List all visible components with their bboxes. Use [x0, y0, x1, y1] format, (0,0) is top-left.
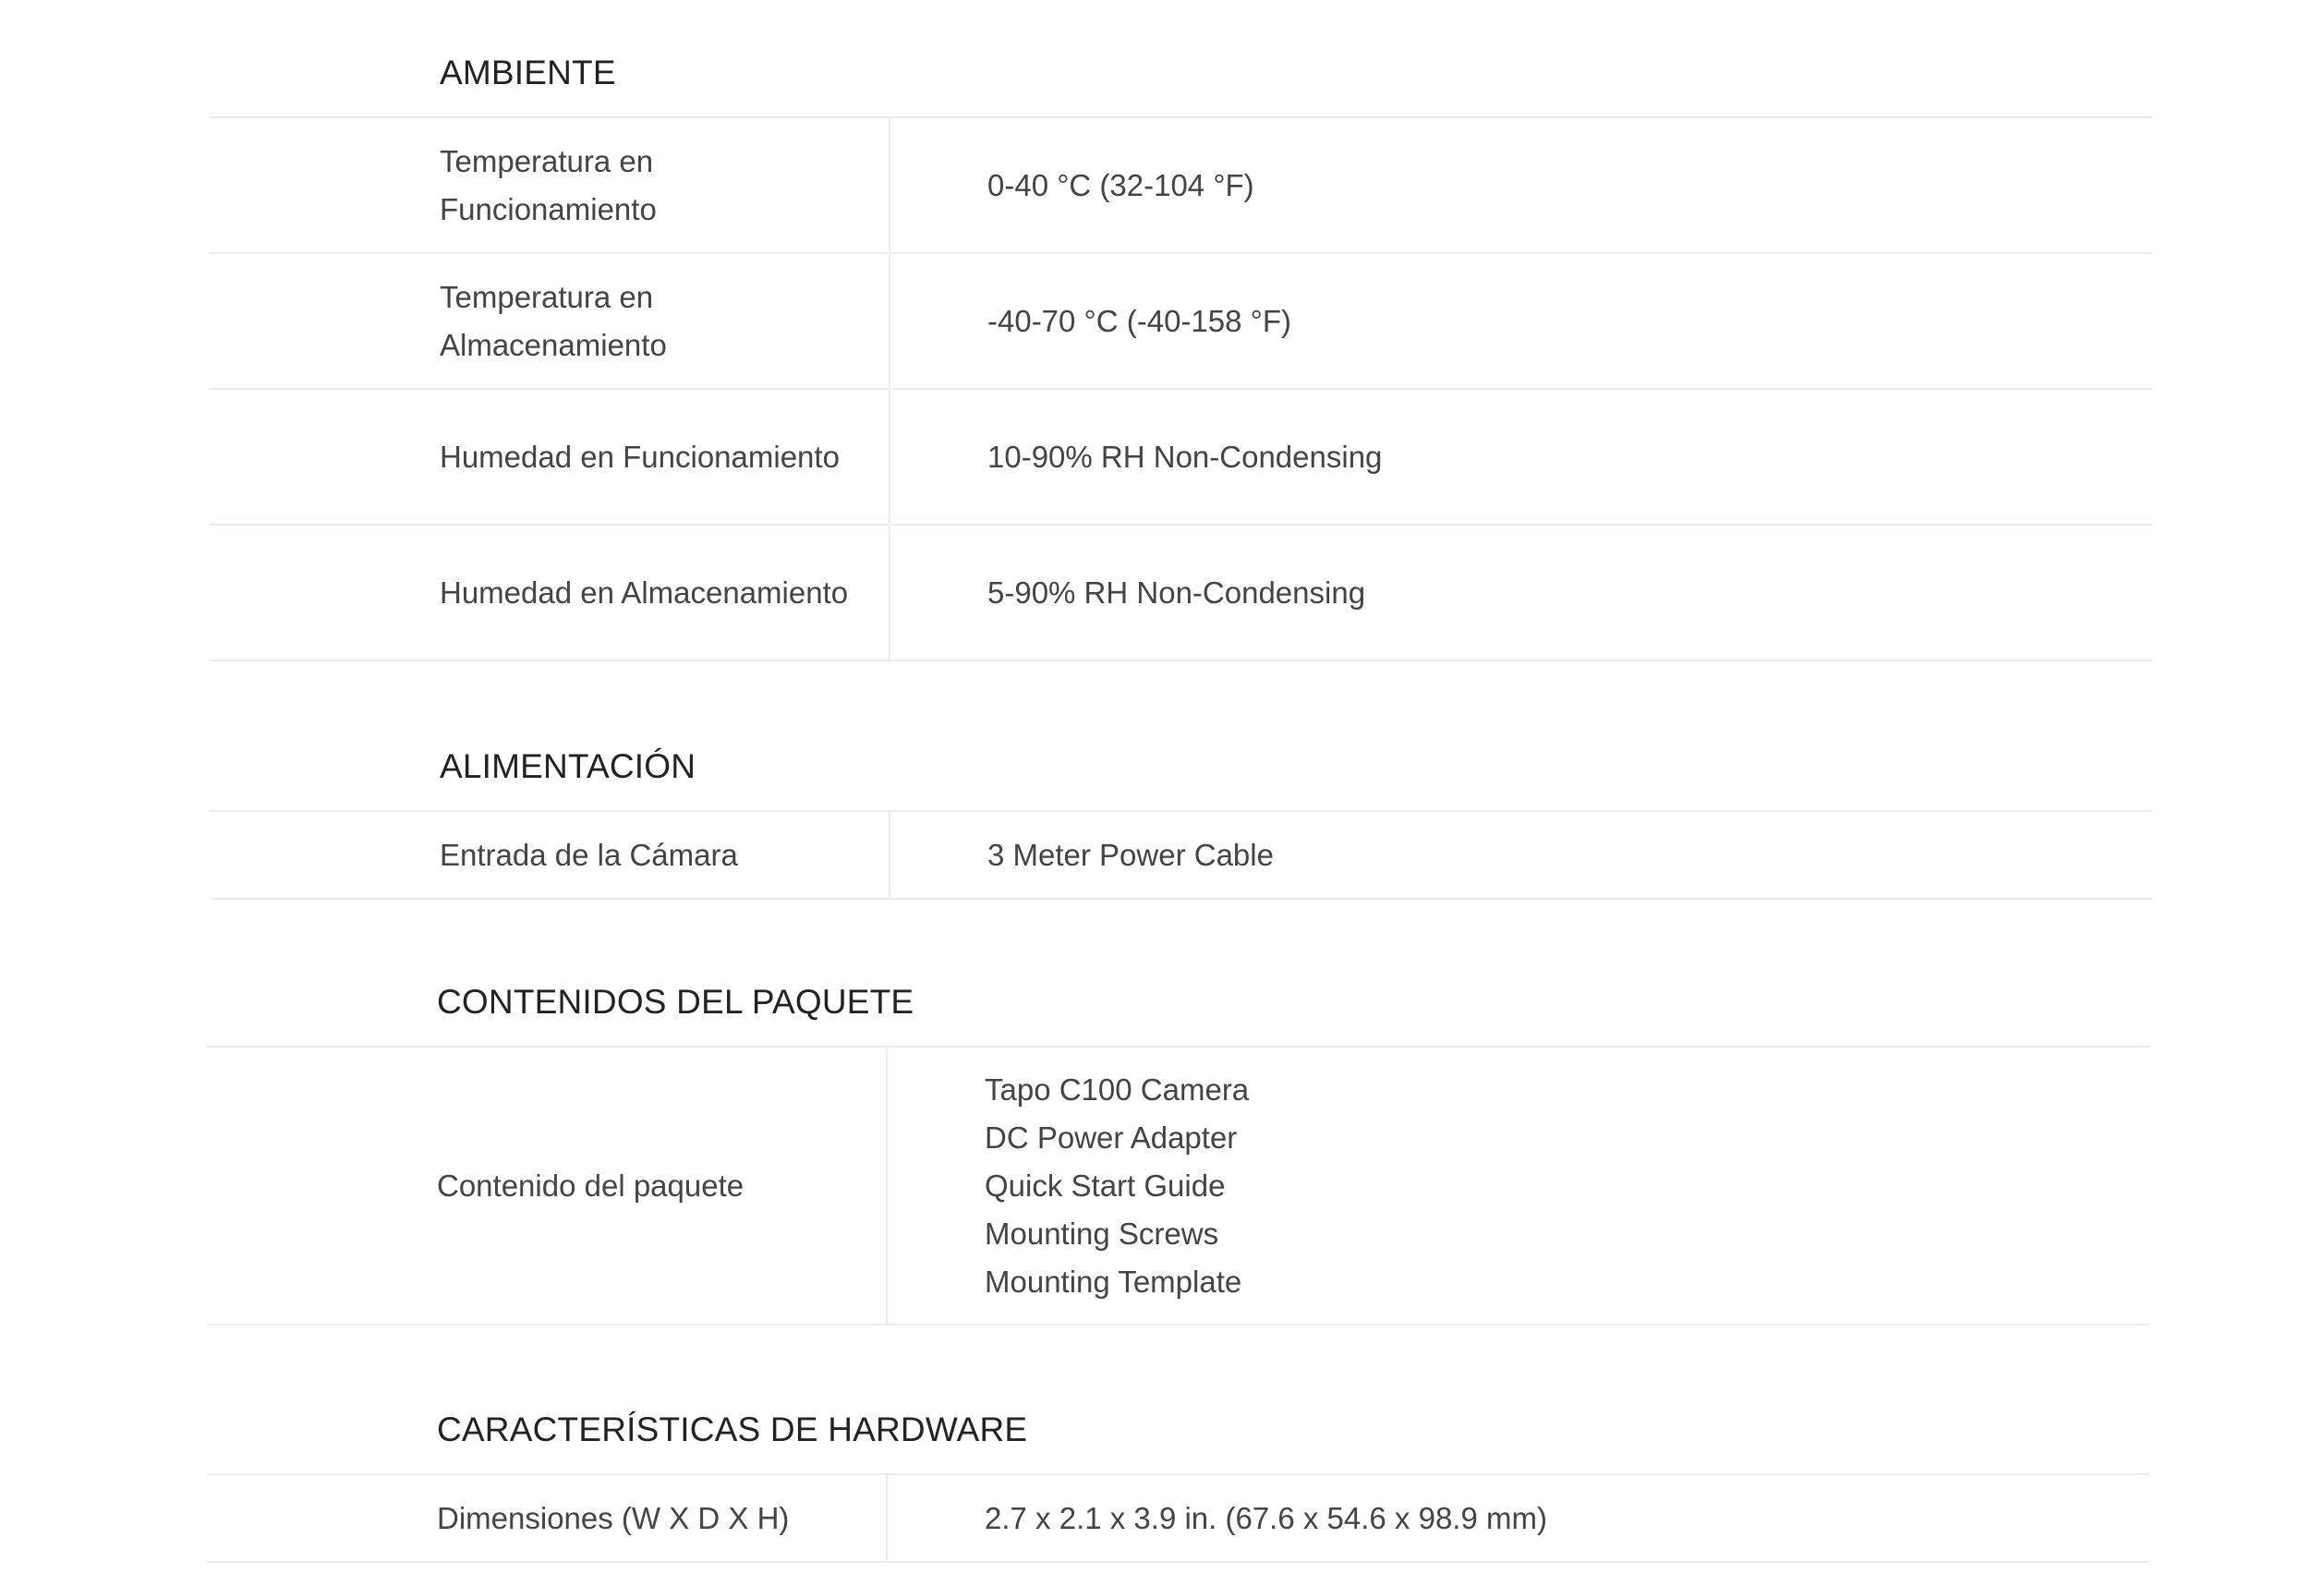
spec-value-line: 5-90% RH Non-Condensing: [987, 575, 1366, 610]
section-title: AMBIENTE: [440, 54, 616, 91]
spec-label: Temperatura en Almacenamiento: [440, 279, 667, 362]
section-title: CONTENIDOS DEL PAQUETE: [437, 983, 914, 1021]
spec-value: [987, 162, 2096, 210]
spec-label: Entrada de la Cámara: [440, 837, 738, 872]
spec-value: [987, 297, 2096, 345]
spec-value-line: Tapo C100 Camera: [985, 1072, 1250, 1107]
spec-row-dimensiones: [207, 1475, 2149, 1563]
column-divider: [886, 1047, 888, 1324]
spec-value: [985, 1066, 2093, 1306]
column-divider: [886, 1475, 888, 1561]
spec-value: [987, 569, 2096, 617]
spec-value-line: Mounting Screws: [985, 1216, 1219, 1251]
spec-value-line: 0-40 °C (32-104 °F): [987, 167, 1254, 202]
spec-value-line: Quick Start Guide: [985, 1168, 1226, 1203]
section-title: ALIMENTACIÓN: [440, 747, 696, 785]
spec-value-line: 10-90% RH Non-Condensing: [987, 439, 1383, 474]
spec-row-temperatura-almacenamiento: [210, 254, 2152, 390]
spec-value-line: 3 Meter Power Cable: [987, 837, 1274, 872]
spec-value: [987, 433, 2096, 481]
spec-label: Contenido del paquete: [437, 1168, 744, 1203]
spec-row-entrada-camara: [210, 812, 2152, 900]
spec-value-line: -40-70 °C (-40-158 °F): [987, 303, 1292, 338]
spec-table: [210, 116, 2152, 661]
section-title: CARACTERÍSTICAS DE HARDWARE: [437, 1411, 1028, 1448]
column-divider: [889, 118, 890, 252]
column-divider: [889, 390, 890, 524]
spec-row-contenido-paquete: [207, 1047, 2149, 1326]
spec-label: Humedad en Almacenamiento: [440, 575, 849, 610]
spec-label: Temperatura en Funcionamiento: [440, 143, 657, 226]
column-divider: [889, 812, 890, 898]
spec-value-line: 2.7 x 2.1 x 3.9 in. (67.6 x 54.6 x 98.9 mm): [985, 1500, 1547, 1535]
spec-value-line: Mounting Template: [985, 1264, 1242, 1299]
spec-row-temperatura-funcionamiento: [210, 118, 2152, 254]
column-divider: [889, 526, 890, 660]
spec-table: [207, 1046, 2149, 1326]
spec-value: [985, 1495, 2093, 1543]
spec-label: Humedad en Funcionamiento: [440, 439, 840, 474]
spec-row-humedad-funcionamiento: [210, 390, 2152, 526]
spec-table: [207, 1473, 2149, 1563]
column-divider: [889, 254, 890, 388]
spec-value-line: DC Power Adapter: [985, 1120, 1238, 1155]
spec-value: [987, 831, 2096, 879]
spec-row-humedad-almacenamiento: [210, 526, 2152, 661]
spec-label: Dimensiones (W X D X H): [437, 1500, 790, 1535]
spec-table: [210, 810, 2152, 900]
